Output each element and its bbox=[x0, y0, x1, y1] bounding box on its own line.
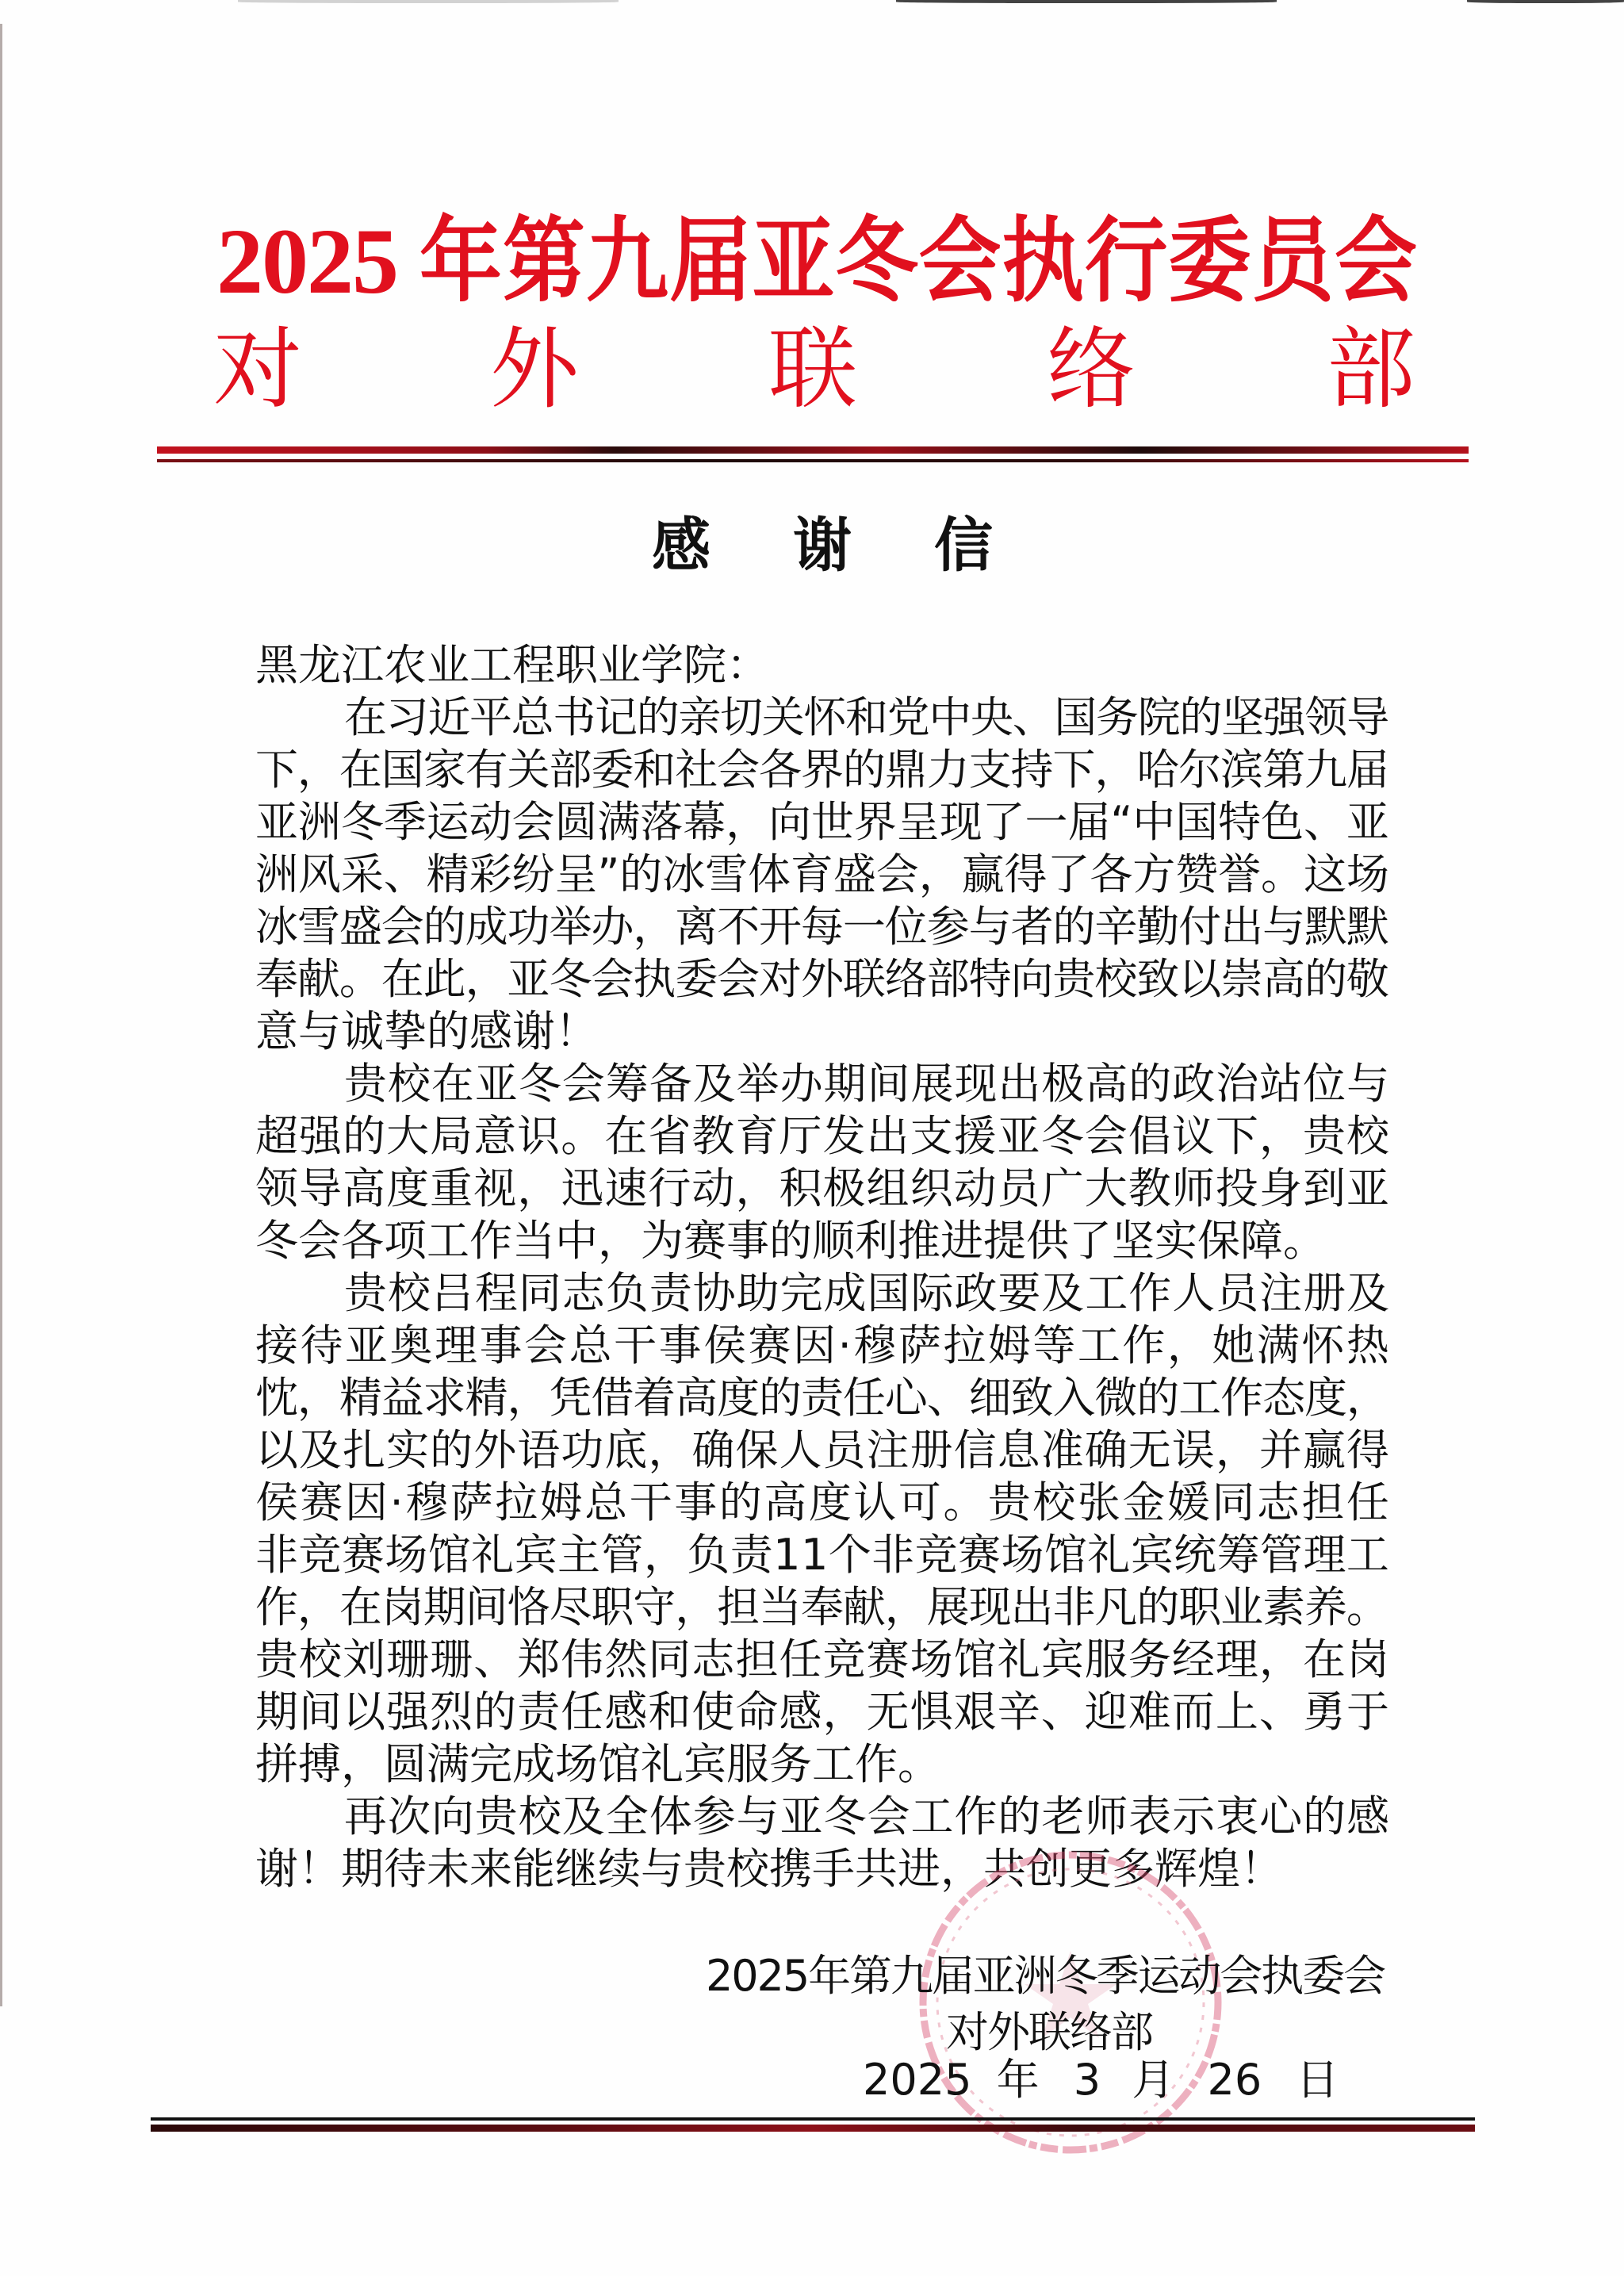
letter-body bbox=[255, 639, 1392, 1895]
paragraph-line: 意与诚挚的感谢！ bbox=[255, 1006, 598, 1056]
letterhead-line-1 bbox=[216, 205, 1418, 315]
paragraph-line: 侯赛因·穆萨拉姆总干事的高度认可。贵校张金媛同志担任 bbox=[255, 1477, 1392, 1527]
paragraph-line: 洲风采、精彩纷呈”的冰雪体育盛会，赢得了各方赞誉。这场 bbox=[255, 849, 1389, 899]
paragraph-line: 拼搏，圆满完成场馆礼宾服务工作。 bbox=[255, 1739, 940, 1789]
salutation: 黑龙江农业工程职业学院： bbox=[255, 640, 769, 690]
paragraph-line: 超强的大局意识。在省教育厅发出支援亚冬会倡议下，贵校 bbox=[255, 1111, 1391, 1161]
paragraph-line: 非竞赛场馆礼宾主管，负责11个非竞赛场馆礼宾统筹管理工 bbox=[255, 1530, 1390, 1580]
date-day-unit: 日 bbox=[1296, 2055, 1339, 2105]
paragraph-line: 贵校刘珊珊、郑伟然同志担任竞赛场馆礼宾服务经理，在岗 bbox=[255, 1634, 1391, 1684]
footer-rule-thin bbox=[151, 2117, 1475, 2121]
paragraph-line: 领导高度重视，迅速行动，积极组织动员广大教师投身到亚 bbox=[255, 1163, 1391, 1213]
paragraph-line: 亚洲冬季运动会圆满落幕，向世界呈现了一届“中国特色、亚 bbox=[255, 797, 1389, 847]
date-month: 3 bbox=[1073, 2055, 1101, 2105]
paragraph-line: 在习近平总书记的亲切关怀和党中央、国务院的坚强领导 bbox=[344, 692, 1388, 742]
signature-department: 对外联络部 bbox=[946, 2007, 1152, 2057]
letterhead-dept-char: 部 bbox=[1327, 318, 1415, 421]
date-year-unit: 年 bbox=[996, 2055, 1040, 2105]
paragraph-line: 以及扎实的外语功底，确保人员注册信息准确无误，并赢得 bbox=[255, 1425, 1391, 1475]
paragraph bbox=[255, 1267, 1392, 1791]
date-month-unit: 月 bbox=[1132, 2055, 1175, 2105]
paragraph-line: 作，在岗期间恪尽职守，担当奉献，展现出非凡的职业素养。 bbox=[255, 1582, 1388, 1632]
paragraph-line: 奉献。在此，亚冬会执委会对外联络部特向贵校致以崇高的敬 bbox=[255, 954, 1388, 1004]
document-title: 感谢信 bbox=[652, 512, 1075, 580]
paragraph-line: 冰雪盛会的成功举办，离不开每一位参与者的辛勤付出与默默 bbox=[255, 902, 1388, 952]
paragraph bbox=[255, 1058, 1389, 1267]
signature-date bbox=[863, 2052, 1339, 2108]
paragraph-line: 冬会各项工作当中，为赛事的顺利推进提供了坚实保障。 bbox=[255, 1216, 1326, 1266]
letterhead-org: 年第九届亚冬会执行委员会 bbox=[419, 205, 1418, 315]
letterhead-dept-char: 外 bbox=[490, 318, 579, 421]
paragraphs bbox=[255, 692, 1392, 1895]
paragraph-line: 谢！期待未来能继续与贵校携手共进，共创更多辉煌！ bbox=[255, 1844, 1283, 1894]
letterhead-rule-thick bbox=[157, 446, 1469, 454]
letterhead-year: 2025 bbox=[216, 209, 397, 313]
paragraph-line: 下，在国家有关部委和社会各界的鼎力支持下，哈尔滨第九届 bbox=[255, 745, 1388, 795]
scan-mark bbox=[896, 0, 1277, 3]
letterhead-rule-thin bbox=[157, 459, 1469, 462]
letterhead-dept-char: 络 bbox=[1047, 318, 1136, 421]
letterhead-dept-char: 对 bbox=[213, 318, 302, 421]
paragraph-line: 再次向贵校及全体参与亚冬会工作的老师表示衷心的感 bbox=[344, 1791, 1391, 1841]
paragraph-line: 贵校吕程同志负责协助完成国际政要及工作人员注册及 bbox=[344, 1268, 1391, 1318]
scan-mark bbox=[1467, 0, 1624, 3]
paragraph-line: 接待亚奥理事会总干事侯赛因·穆萨拉姆等工作，她满怀热 bbox=[255, 1320, 1392, 1370]
footer-rule-thick bbox=[151, 2125, 1475, 2132]
scan-mark bbox=[238, 0, 619, 3]
scan-edge bbox=[0, 24, 2, 2006]
letterhead-line-2 bbox=[213, 318, 1415, 421]
date-day: 26 bbox=[1207, 2055, 1262, 2105]
signature-organization: 2025年第九届亚洲冬季运动会执委会 bbox=[706, 1951, 1385, 2001]
paragraph-line: 忱，精益求精，凭借着高度的责任心、细致入微的工作态度， bbox=[255, 1373, 1388, 1423]
date-year: 2025 bbox=[863, 2055, 972, 2105]
paragraph bbox=[255, 692, 1389, 1058]
letterhead-dept-char: 联 bbox=[768, 318, 857, 421]
paragraph-line: 期间以强烈的责任感和使命感，无惧艰辛、迎难而上、勇于 bbox=[255, 1687, 1391, 1737]
paragraph-line: 贵校在亚冬会筹备及举办期间展现出极高的政治站位与 bbox=[344, 1059, 1391, 1109]
